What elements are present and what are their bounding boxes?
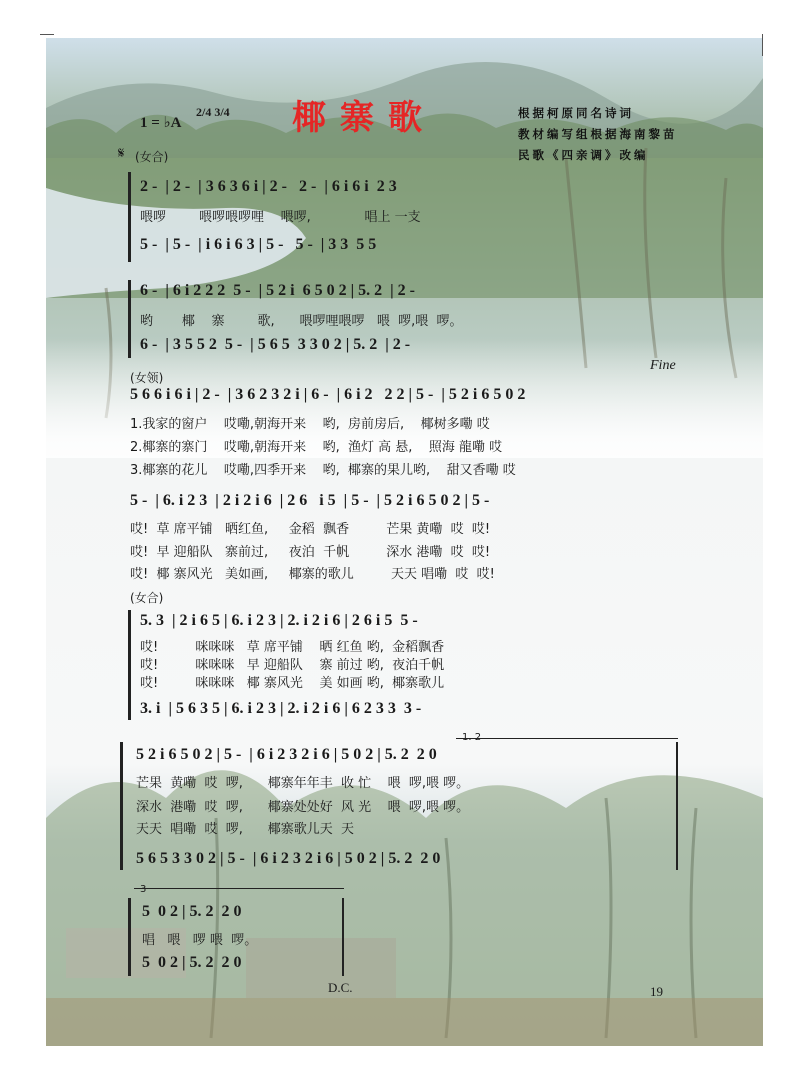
volta-bracket: [134, 888, 344, 889]
lower-voice-notes: 3. i | 5 6 3 5 | 6. i 2 3 | 2. i 2 i 6 | 6 2 3 3 3 -: [140, 700, 422, 717]
part-label: (女领): [130, 371, 164, 385]
lyric-line: 哎! 咪咪咪 早 迎船队 寨 前过 哟, 夜泊千帆: [140, 658, 445, 673]
credit-line: 民歌《四亲调》改编: [518, 148, 649, 162]
upper-voice-notes: 6 - | 6 i 2 2 2 5 - | 5 2 i 6 5 0 2 | 5. 2 | 2 -: [140, 282, 415, 299]
upper-voice-notes: 5. 3 | 2 i 6 5 | 6. i 2 3 | 2. i 2 i 6 | 2 6 i 5 5 -: [140, 612, 418, 629]
melody-notes: 5 - | 6. i 2 3 | 2 i 2 i 6 | 2 6 i 5 | 5 - | 5 2 i 6 5 0 2 | 5 -: [130, 492, 490, 509]
key-signature: 1 = ♭A: [140, 115, 182, 131]
lower-voice-notes: 5 6 5 3 3 0 2 | 5 - | 6 i 2 3 2 i 6 | 5 0 2 | 5. 2 2 0: [136, 850, 441, 867]
fine-marking: Fine: [650, 358, 676, 373]
da-capo-marking: D.C.: [328, 980, 353, 995]
volta-bracket-label: 3: [140, 884, 147, 895]
time-signature: 2/4 3/4: [196, 105, 230, 119]
part-label: (女合): [135, 150, 169, 164]
lower-voice-notes: 6 - | 3 5 5 2 5 - | 5 6 5 3 3 0 2 | 5. 2 | 2 -: [140, 336, 411, 353]
lower-voice-notes: 5 - | 5 - | i 6 i 6 3 | 5 - 5 - | 3 3 5 5: [140, 236, 377, 253]
lyric-line: 天天 唱嘞 哎 啰, 椰寨歌儿天 天: [136, 822, 354, 837]
upper-voice-notes: 5 0 2 | 5. 2 2 0: [142, 903, 242, 920]
verse-line: 2.椰寨的寨门 哎嘞,朝海开来 哟, 渔灯 高 悬, 照海 龍嘞 哎: [130, 440, 503, 455]
final-barline: [342, 898, 344, 976]
verse-line: 3.椰寨的花儿 哎嘞,四季开来 哟, 椰寨的果儿哟, 甜又香嘞 哎: [130, 463, 516, 478]
crop-mark: [40, 34, 54, 49]
melody-notes: 5 6 6 i 6 i | 2 - | 3 6 2 3 2 i | 6 - | 6 i 2 2 2 | 5 - | 5 2 i 6 5 0 2: [130, 386, 526, 403]
lyric-line: 唱 喂 啰 喂 啰。: [142, 933, 258, 948]
system-brace: [128, 280, 131, 358]
lyric-line: 喂啰 喂啰喂啰哩 喂啰, 唱上 一支: [140, 210, 421, 225]
credit-line: 根据柯原同名诗词: [518, 106, 634, 120]
repeat-barline: [676, 742, 678, 870]
volta-bracket-label: 1. 2: [462, 732, 482, 743]
verse-line: 哎! 椰 寨风光 美如画, 椰寨的歌儿 天天 唱嘞 哎 哎!: [130, 567, 495, 582]
lyric-line: 芒果 黄嘞 哎 啰, 椰寨年年丰 收 忙 喂 啰,喂 啰。: [136, 776, 470, 791]
lower-voice-notes: 5 0 2 | 5. 2 2 0: [142, 954, 242, 971]
lyric-line: 哎! 咪咪咪 草 席平铺 晒 红鱼 哟, 金稻飘香: [140, 640, 445, 655]
segno-sign: 𝄋: [118, 146, 125, 162]
system-brace: [128, 172, 131, 262]
verse-line: 哎! 草 席平铺 晒红鱼, 金稻 飘香 芒果 黄嘞 哎 哎!: [130, 522, 491, 537]
lyric-line: 哟 椰 寨 歌, 喂啰哩喂啰 喂 啰,喂 啰。: [140, 314, 463, 329]
upper-voice-notes: 5 2 i 6 5 0 2 | 5 - | 6 i 2 3 2 i 6 | 5 0 2 | 5. 2 2 0: [136, 746, 437, 763]
system-brace: [128, 898, 131, 976]
verse-line: 哎! 早 迎船队 寨前过, 夜泊 千帆 深水 港嘞 哎 哎!: [130, 545, 491, 560]
part-label: (女合): [130, 591, 164, 605]
verse-line: 1.我家的窗户 哎嘞,朝海开来 哟, 房前房后, 椰树多嘞 哎: [130, 417, 490, 432]
song-title: 椰寨歌: [292, 98, 436, 138]
system-brace: [128, 610, 131, 720]
crop-mark: [748, 34, 763, 56]
system-brace: [120, 742, 123, 870]
lyric-line: 哎! 咪咪咪 椰 寨风光 美 如画 哟, 椰寨歌儿: [140, 676, 445, 691]
page-number: 19: [650, 984, 663, 999]
credit-line: 教材编写组根据海南黎苗: [518, 127, 678, 141]
lyric-line: 深水 港嘞 哎 啰, 椰寨处处好 风 光 喂 啰,喂 啰。: [136, 800, 470, 815]
volta-bracket: [456, 738, 678, 739]
upper-voice-notes: 2 - | 2 - | 3 6 3 6 i | 2 - 2 - | 6 i 6 i 2 3: [140, 178, 397, 195]
